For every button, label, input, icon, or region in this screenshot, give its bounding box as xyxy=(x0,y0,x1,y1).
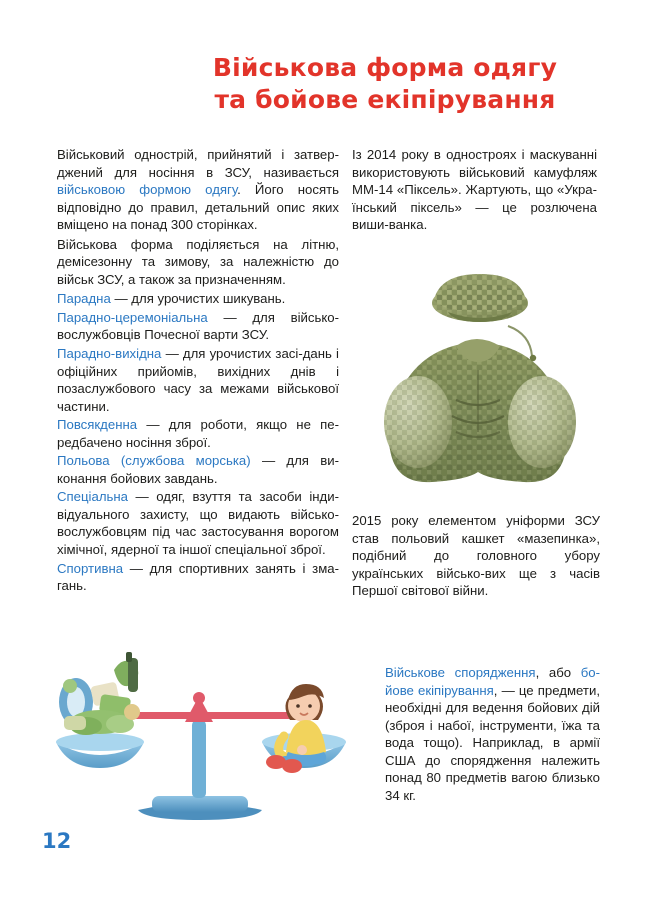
list-item xyxy=(57,290,339,308)
paragraph-intro-1 xyxy=(57,146,339,234)
term-description: — для урочистих шикувань. xyxy=(110,291,286,307)
list-item xyxy=(57,345,339,415)
caption-field-cap-text: 2015 року елементом уніформи ЗСУ став польовий кашкет «мазепинка», подібний до головного убору українських військо-вих ще з часів Першої світової війни. xyxy=(352,513,600,599)
term-military-equipment: Військове спорядження xyxy=(385,665,536,680)
list-item xyxy=(57,488,339,558)
page-title-line-1: Військова форма одягу xyxy=(212,53,558,82)
equipment-definition xyxy=(385,664,600,806)
term-label: Парадно-церемоніальна xyxy=(57,309,208,325)
term-description: — для урочистих засі-дань і офіційних прийомів, вихідних днів і позаслужбового часу за межами військової частини. xyxy=(57,346,339,414)
term-label: Спортивна xyxy=(57,560,124,576)
term-description: — для ви-конання бойових завдань. xyxy=(57,453,339,486)
term-combat-gear: бо-йове екіпірування xyxy=(385,665,600,698)
term-label: Спеціальна xyxy=(57,489,128,505)
intro-1-part-c: . Його носять відповідно до правил, детальний опис яких вміщено на понад 300 сторінках. xyxy=(57,182,339,233)
list-item xyxy=(57,309,339,344)
uniform-camouflage-illustration xyxy=(352,250,602,505)
list-item xyxy=(57,452,339,487)
balance-scale-with-gear-and-boy-illustration xyxy=(40,600,370,835)
term-label: Повсякденна xyxy=(57,417,138,433)
scale-base xyxy=(138,720,262,820)
uniform-illustration-svg xyxy=(352,250,602,505)
term-label: Парадно-вихідна xyxy=(57,346,162,362)
list-item xyxy=(57,416,339,451)
scale-illustration-svg xyxy=(40,600,370,835)
uniform-torso-shape xyxy=(384,339,576,482)
equipment-pile xyxy=(59,652,140,735)
term-military-uniform: військовою формою одягу xyxy=(57,182,238,198)
equipment-text: , — це предмети, необхідні для ведення бойових дій (зброя і набої, інструменти, їжа та вода тощо). Наприклад, в армії США до спорядження належить понад 80 предметів вагою близько 34 кг. xyxy=(385,682,600,803)
caption-field-cap xyxy=(352,512,600,602)
right-column xyxy=(352,146,597,236)
intro-1-part-a: Військовий однострій, прийнятий і затвер-джений для носіння в ЗСУ, називається xyxy=(57,147,339,180)
term-label: Парадна xyxy=(57,291,111,307)
paragraph-intro-2: Військова форма поділяється на літню, демісезонну та зимову, за належністю до військ ЗСУ, а також за призначенням. xyxy=(57,236,339,287)
equipment-paragraph xyxy=(385,664,600,804)
page-title xyxy=(150,52,620,115)
term-description: — для спортивних занять і зма-гань. xyxy=(57,560,339,594)
cap-cord-bead xyxy=(530,355,536,361)
term-description: — для військо-вослужбовців Почесної варти ЗСУ. xyxy=(57,309,339,343)
page-number: 12 xyxy=(42,829,72,853)
left-column xyxy=(57,146,339,596)
equipment-middle: , або xyxy=(535,665,581,680)
field-cap-shape xyxy=(432,274,528,322)
term-description: — для роботи, якщо не пе-редбачено носіння зброї. xyxy=(57,417,339,450)
page-title-line-2: та бойове екіпірування xyxy=(214,84,556,114)
term-label: Польова (службова морська) xyxy=(57,453,251,469)
paragraph-camouflage: Із 2014 року в одностроях і маскуванні використовують військовий камуфляж ММ-14 «Піксель». Жартують, що «Укра-їнський піксель» — це розлючена виши-ванка. xyxy=(352,147,597,233)
boy-figure xyxy=(266,684,326,773)
list-item xyxy=(57,560,339,595)
term-description: — одяг, взуття та засоби інди-відуального захисту, що видають військо-вослужбовцям під час застосування ворогом хімічної, ядерної та іншої спеціальної зброї. xyxy=(57,489,339,558)
